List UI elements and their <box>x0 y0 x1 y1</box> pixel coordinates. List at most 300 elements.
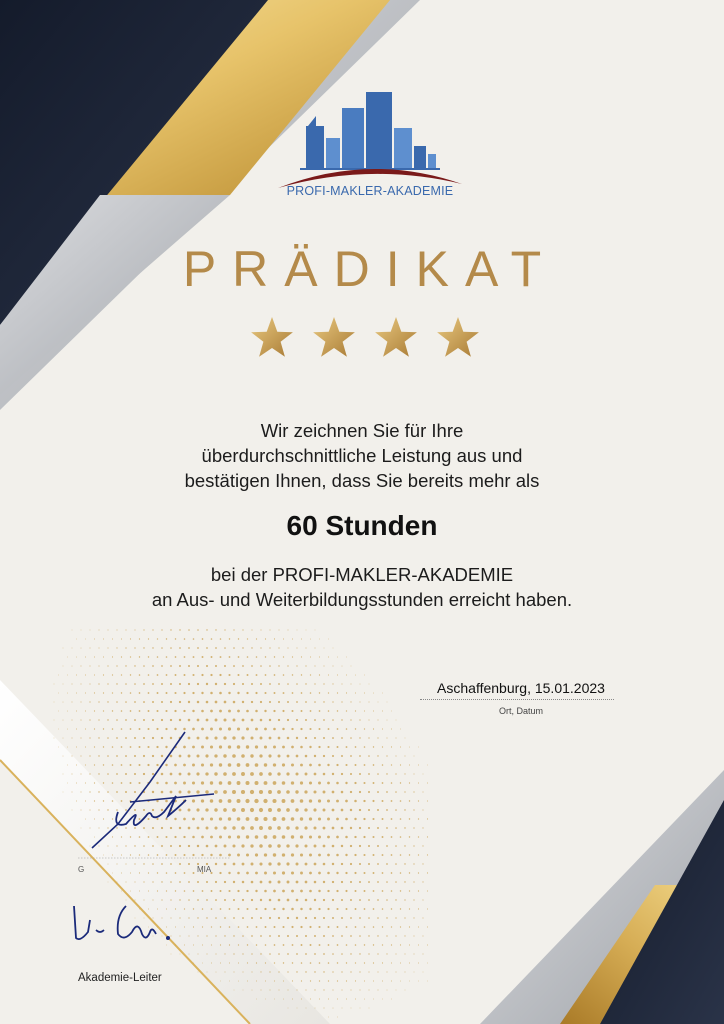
halftone-dot <box>323 917 325 919</box>
halftone-dot <box>98 647 99 648</box>
halftone-dot <box>315 648 316 649</box>
halftone-dot <box>291 817 295 821</box>
halftone-dot <box>282 710 284 712</box>
halftone-dot <box>332 863 334 865</box>
halftone-dot <box>373 962 374 963</box>
halftone-dot <box>328 728 330 730</box>
halftone-dot <box>288 630 289 631</box>
halftone-dot <box>354 818 356 820</box>
halftone-dot <box>134 665 135 666</box>
halftone-dot <box>341 917 343 919</box>
halftone-dot <box>400 782 401 783</box>
star-icon <box>375 317 417 357</box>
halftone-dot <box>391 729 392 730</box>
halftone-dot <box>423 792 424 793</box>
halftone-dot <box>391 818 393 820</box>
halftone-dot <box>282 835 286 839</box>
halftone-dot <box>139 638 140 639</box>
halftone-dot <box>377 899 379 901</box>
halftone-dot <box>413 899 414 900</box>
halftone-dot <box>296 935 298 937</box>
halftone-dot <box>350 989 351 990</box>
halftone-dot <box>242 683 244 685</box>
halftone-dot <box>256 999 257 1000</box>
halftone-dot <box>305 863 308 866</box>
halftone-dot <box>409 818 410 819</box>
halftone-dot <box>112 674 113 675</box>
halftone-dot <box>219 674 221 676</box>
halftone-dot <box>296 719 298 721</box>
halftone-dot <box>274 999 275 1000</box>
halftone-dot <box>377 935 378 936</box>
halftone-dot <box>341 827 344 830</box>
halftone-dot <box>427 963 428 964</box>
halftone-dot <box>225 972 226 973</box>
halftone-dot <box>206 647 208 649</box>
halftone-dot <box>363 854 365 856</box>
halftone-dot <box>206 629 207 630</box>
halftone-dot <box>278 899 281 902</box>
halftone-dot <box>260 953 261 954</box>
star-icon <box>437 317 479 357</box>
halftone-dot <box>242 971 243 972</box>
halftone-dot <box>296 971 297 972</box>
halftone-dot <box>404 773 405 774</box>
halftone-dot <box>273 871 276 874</box>
halftone-dot <box>391 782 393 784</box>
halftone-dot <box>282 763 285 766</box>
place-date-value: Aschaffenburg, 15.01.2023 <box>437 680 605 696</box>
halftone-dot <box>174 692 176 694</box>
halftone-dot <box>409 782 410 783</box>
halftone-dot <box>323 845 326 848</box>
halftone-dot <box>76 657 77 658</box>
halftone-dot <box>287 971 288 972</box>
halftone-dot <box>373 872 375 874</box>
halftone-dot <box>400 854 402 856</box>
halftone-dot <box>400 818 402 820</box>
halftone-dot <box>305 953 307 955</box>
halftone-dot <box>192 692 194 694</box>
halftone-dot <box>121 692 122 693</box>
halftone-dot <box>251 629 252 630</box>
halftone-dot <box>314 971 315 972</box>
halftone-dot <box>373 693 374 694</box>
halftone-dot <box>260 647 261 648</box>
halftone-dot <box>274 980 275 981</box>
halftone-dot <box>282 853 285 856</box>
halftone-dot <box>327 746 329 748</box>
halftone-dot <box>327 854 330 857</box>
halftone-dot <box>237 710 240 713</box>
halftone-dot <box>179 701 181 703</box>
halftone-dot <box>314 881 317 884</box>
halftone-dot <box>364 728 365 729</box>
halftone-dot <box>318 908 320 910</box>
halftone-dot <box>313 826 316 829</box>
halftone-dot <box>359 809 361 811</box>
halftone-dot <box>318 926 320 928</box>
halftone-dot <box>404 953 405 954</box>
halftone-dot <box>313 808 316 811</box>
halftone-dot <box>355 962 356 963</box>
halftone-dot <box>112 638 113 639</box>
place-date-line <box>420 699 614 700</box>
halftone-dot <box>63 648 64 649</box>
logo-text: PROFI-MAKLER-AKADEMIE <box>286 184 454 198</box>
halftone-dot <box>273 763 276 766</box>
halftone-dot <box>341 971 342 972</box>
halftone-dot <box>328 944 330 946</box>
halftone-dot <box>345 764 347 766</box>
halftone-dot <box>139 692 141 694</box>
halftone-dot <box>341 701 342 702</box>
halftone-dot <box>296 665 297 666</box>
halftone-dot <box>260 881 263 884</box>
halftone-dot <box>309 908 311 910</box>
halftone-dot <box>295 826 298 829</box>
halftone-dot <box>301 944 303 946</box>
halftone-dot <box>382 981 383 982</box>
halftone-dot <box>287 665 288 666</box>
halftone-dot <box>332 935 334 937</box>
halftone-dot <box>256 656 258 658</box>
halftone-dot <box>391 981 392 982</box>
halftone-dot <box>188 647 190 649</box>
halftone-dot <box>350 755 352 757</box>
halftone-dot <box>287 755 290 758</box>
halftone-dot <box>309 799 312 802</box>
halftone-dot <box>346 710 347 711</box>
halftone-dot <box>305 881 308 884</box>
halftone-dot <box>368 935 369 936</box>
halftone-dot <box>197 683 199 685</box>
halftone-dot <box>184 656 186 658</box>
halftone-dot <box>318 836 321 839</box>
halftone-dot <box>247 638 248 639</box>
halftone-dot <box>323 791 326 794</box>
halftone-dot <box>395 953 396 954</box>
halftone-dot <box>413 845 414 846</box>
halftone-dot <box>99 630 100 631</box>
halftone-dot <box>395 809 397 811</box>
halftone-dot <box>413 917 414 918</box>
halftone-dot <box>291 890 294 893</box>
halftone-dot <box>368 845 370 847</box>
halftone-dot <box>404 881 405 882</box>
halftone-dot <box>282 781 286 785</box>
halftone-dot <box>134 647 135 648</box>
halftone-dot <box>382 746 383 747</box>
halftone-dot <box>81 666 82 667</box>
halftone-dot <box>269 719 271 721</box>
halftone-dot <box>404 845 405 846</box>
halftone-dot <box>256 638 257 639</box>
halftone-dot <box>233 647 235 649</box>
halftone-dot <box>378 702 379 703</box>
halftone-dot <box>260 683 262 685</box>
halftone-dot <box>107 665 108 666</box>
halftone-dot <box>345 782 347 784</box>
halftone-dot <box>121 674 122 675</box>
halftone-dot <box>139 674 141 676</box>
halftone-dot <box>72 702 73 703</box>
halftone-dot <box>360 1008 361 1009</box>
halftone-dot <box>414 774 415 775</box>
halftone-dot <box>296 899 299 902</box>
halftone-dot <box>332 737 334 739</box>
halftone-dot <box>314 701 316 703</box>
halftone-dot <box>351 684 352 685</box>
halftone-dot <box>269 881 272 884</box>
halftone-dot <box>422 917 423 918</box>
halftone-dot <box>354 890 356 892</box>
halftone-dot <box>323 701 324 702</box>
halftone-dot <box>382 999 383 1000</box>
halftone-dot <box>309 890 312 893</box>
halftone-dot <box>291 835 294 838</box>
halftone-dot <box>341 719 342 720</box>
halftone-dot <box>310 710 312 712</box>
halftone-dot <box>292 962 293 963</box>
halftone-dot <box>273 835 277 839</box>
halftone-dot <box>103 674 104 675</box>
halftone-dot <box>341 881 343 883</box>
halftone-dot <box>260 629 261 630</box>
halftone-dot <box>336 836 339 839</box>
halftone-dot <box>368 809 370 811</box>
halftone-dot <box>315 630 316 631</box>
halftone-dot <box>291 926 293 928</box>
halftone-dot <box>377 791 379 793</box>
halftone-dot <box>319 674 320 675</box>
halftone-dot <box>251 665 253 667</box>
halftone-dot <box>386 773 387 774</box>
halftone-dot <box>179 683 181 685</box>
halftone-dot <box>350 971 351 972</box>
halftone-dot <box>292 944 294 946</box>
halftone-dot <box>174 710 176 712</box>
halftone-dot <box>263 799 267 803</box>
halftone-dot <box>309 764 312 767</box>
halftone-dot <box>336 908 338 910</box>
halftone-dot <box>300 781 303 784</box>
halftone-dot <box>243 990 244 991</box>
halftone-dot <box>219 710 222 713</box>
halftone-dot <box>350 881 352 883</box>
halftone-dot <box>256 674 258 676</box>
halftone-dot <box>296 989 297 990</box>
halftone-dot <box>332 827 335 830</box>
halftone-dot <box>422 899 423 900</box>
halftone-dot <box>400 872 402 874</box>
halftone-dot <box>364 890 366 892</box>
halftone-dot <box>327 908 329 910</box>
halftone-dot <box>295 808 298 811</box>
halftone-dot <box>332 953 334 955</box>
first-signature-label-left: G <box>78 865 85 874</box>
halftone-dot <box>324 648 325 649</box>
halftone-dot <box>323 971 324 972</box>
halftone-dot <box>318 764 321 767</box>
halftone-dot <box>409 747 410 748</box>
halftone-dot <box>314 773 317 776</box>
halftone-dot <box>386 827 388 829</box>
halftone-dot <box>76 711 77 712</box>
halftone-dot <box>359 953 360 954</box>
halftone-dot <box>278 719 280 721</box>
halftone-dot <box>427 854 428 855</box>
halftone-dot <box>269 737 272 740</box>
halftone-dot <box>364 980 365 981</box>
halftone-dot <box>336 782 339 785</box>
halftone-dot <box>305 683 306 684</box>
halftone-dot <box>400 836 402 838</box>
halftone-dot <box>264 890 267 893</box>
halftone-dot <box>418 836 419 837</box>
halftone-dot <box>283 999 284 1000</box>
halftone-dot <box>269 899 272 902</box>
intro-line-1: Wir zeichnen Sie für Ihre <box>260 420 464 441</box>
halftone-dot <box>211 963 212 964</box>
halftone-dot <box>341 755 343 757</box>
halftone-dot <box>287 683 289 685</box>
halftone-dot <box>170 629 171 630</box>
halftone-dot <box>427 908 428 909</box>
halftone-dot <box>418 981 419 982</box>
intro-line-2: überdurchschnittliche Leistung aus und <box>201 445 523 466</box>
halftone-dot <box>260 935 262 937</box>
halftone-dot <box>175 656 177 658</box>
halftone-dot <box>305 773 308 776</box>
halftone-dot <box>269 935 271 937</box>
halftone-dot <box>148 674 150 676</box>
halftone-dot <box>377 845 379 847</box>
halftone-dot <box>423 954 424 955</box>
halftone-dot <box>116 665 117 666</box>
halftone-dot <box>332 719 334 721</box>
halftone-dot <box>283 656 284 657</box>
halftone-dot <box>368 971 369 972</box>
halftone-dot <box>304 826 307 829</box>
halftone-dot <box>301 674 302 675</box>
halftone-dot <box>300 890 303 893</box>
halftone-dot <box>305 917 307 919</box>
halftone-dot <box>314 719 316 721</box>
halftone-dot <box>170 647 172 649</box>
halftone-dot <box>405 756 406 757</box>
halftone-dot <box>350 863 352 865</box>
halftone-dot <box>103 639 104 640</box>
halftone-dot <box>300 728 302 730</box>
halftone-dot <box>148 638 149 639</box>
halftone-dot <box>377 737 378 738</box>
halftone-dot <box>305 989 306 990</box>
halftone-dot <box>270 630 271 631</box>
halftone-dot <box>409 908 410 909</box>
halftone-dot <box>80 701 81 702</box>
halftone-dot <box>238 638 239 639</box>
halftone-dot <box>395 899 396 900</box>
halftone-dot <box>364 944 365 945</box>
halftone-dot <box>391 890 393 892</box>
halftone-dot <box>427 818 428 819</box>
halftone-dot <box>273 817 277 821</box>
halftone-dot <box>201 710 204 713</box>
halftone-dot <box>355 710 356 711</box>
halftone-dot <box>278 881 281 884</box>
halftone-dot <box>256 981 257 982</box>
halftone-dot <box>202 963 203 964</box>
halftone-dot <box>255 710 258 713</box>
halftone-dot <box>341 899 343 901</box>
halftone-dot <box>288 1008 289 1009</box>
halftone-dot <box>395 917 396 918</box>
halftone-dot <box>422 809 423 810</box>
halftone-dot <box>193 963 194 964</box>
halftone-dot <box>418 782 419 783</box>
halftone-dot <box>368 737 369 738</box>
halftone-dot <box>157 638 158 639</box>
halftone-dot <box>269 953 271 955</box>
halftone-dot <box>80 683 81 684</box>
halftone-dot <box>224 647 226 649</box>
halftone-dot <box>260 917 262 919</box>
leader-label: Akademie-Leiter <box>78 972 162 984</box>
halftone-dot <box>300 764 303 767</box>
halftone-dot <box>305 719 307 721</box>
halftone-dot <box>359 791 361 793</box>
halftone-dot <box>355 908 357 910</box>
halftone-dot <box>314 755 316 757</box>
halftone-dot <box>229 981 230 982</box>
star-icon <box>251 317 293 357</box>
halftone-dot <box>422 845 423 846</box>
halftone-dot <box>233 701 236 704</box>
halftone-dot <box>319 692 320 693</box>
halftone-dot <box>161 701 163 703</box>
halftone-dot <box>76 693 77 694</box>
halftone-dot <box>369 702 370 703</box>
halftone-dot <box>184 638 186 640</box>
halftone-dot <box>400 729 401 730</box>
halftone-dot <box>215 647 217 649</box>
halftone-dot <box>328 926 330 928</box>
halftone-dot <box>359 971 360 972</box>
halftone-dot <box>268 862 271 865</box>
halftone-dot <box>264 728 267 731</box>
halftone-dot <box>277 772 280 775</box>
halftone-dot <box>391 764 392 765</box>
halftone-dot <box>309 817 312 820</box>
halftone-dot <box>295 772 298 775</box>
halftone-dot <box>278 683 280 685</box>
halftone-dot <box>305 971 306 972</box>
halftone-dot <box>264 908 266 910</box>
halftone-dot <box>395 827 397 829</box>
halftone-dot <box>265 674 267 676</box>
halftone-dot <box>341 773 343 775</box>
halftone-dot <box>166 674 168 676</box>
halftone-dot <box>183 710 185 712</box>
halftone-dot <box>237 674 239 676</box>
halftone-dot <box>396 972 397 973</box>
halftone-dot <box>332 917 334 919</box>
halftone-dot <box>283 638 284 639</box>
halftone-dot <box>323 863 326 866</box>
halftone-dot <box>247 674 249 676</box>
halftone-dot <box>291 853 294 856</box>
